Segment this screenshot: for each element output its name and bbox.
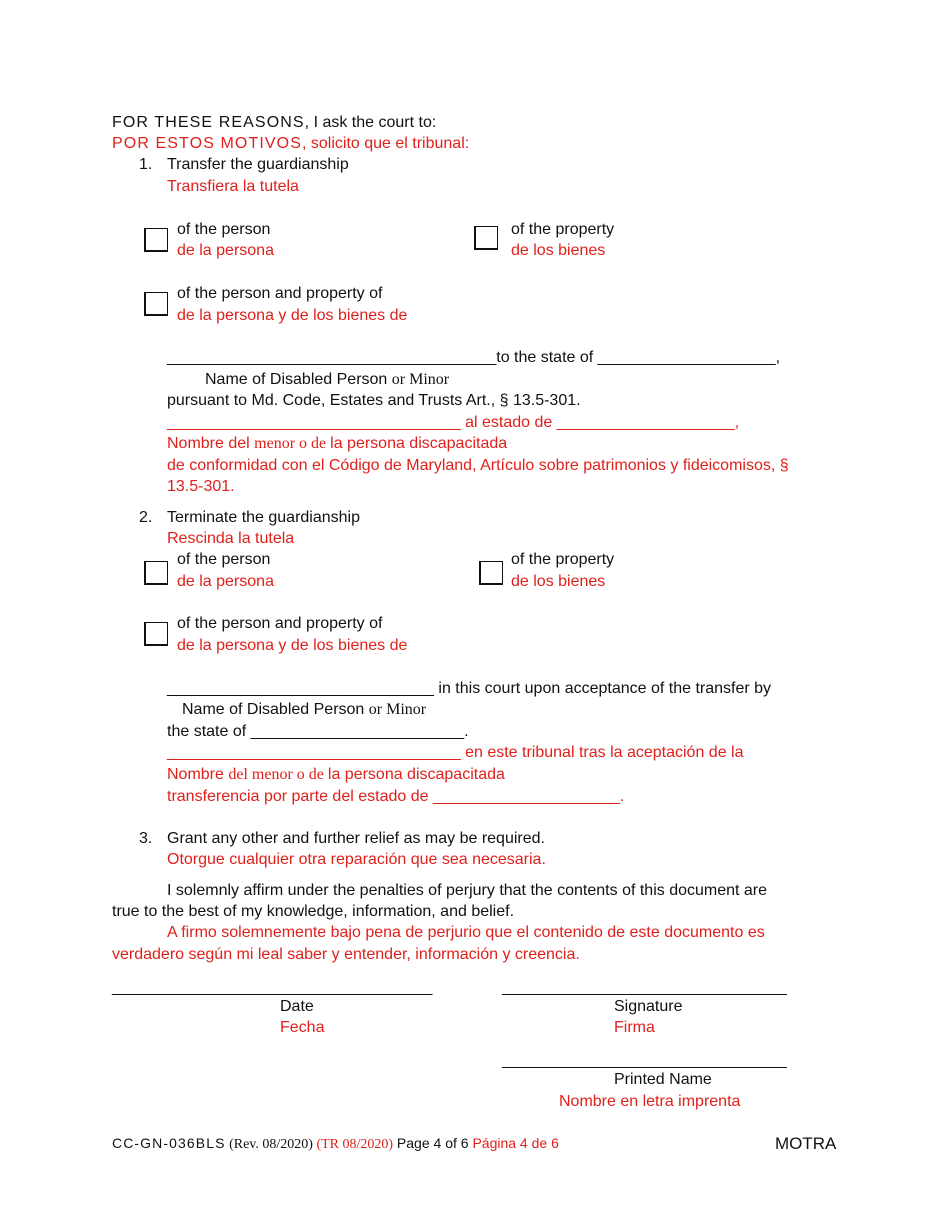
item1-number: 1.	[139, 156, 153, 173]
item1-name-state-line-english: _____________________________________to the state of ____________________,	[167, 349, 781, 366]
item1-pursuant-english: pursuant to Md. Code, Estates and Trusts Art., § 13.5-301.	[167, 392, 581, 409]
item2-name-caption-spanish	[167, 767, 505, 783]
item1-both-label-english: of the person and property of	[177, 285, 383, 302]
item1-name-caption-english	[205, 372, 449, 388]
item1-both-label-spanish: de la persona y de los bienes de	[177, 307, 408, 324]
item2-person-and-property-checkbox[interactable]	[144, 622, 168, 646]
footer-page-spanish: Página 4 de 6	[468, 1135, 559, 1151]
item3-text-english: Grant any other and further relief as may be required.	[167, 830, 545, 847]
item1-property-checkbox[interactable]	[474, 226, 498, 250]
affirmation-english-1: I solemnly affirm under the penalties of perjury that the contents of this document are	[167, 882, 768, 899]
footer-revision: (Rev. 08/2020)	[225, 1137, 313, 1152]
affirmation-spanish-2: verdadero según mi leal saber y entender, información y creencia.	[112, 946, 580, 963]
printed-name-line[interactable]: ________________________________	[502, 1052, 787, 1069]
item2-state-english: the state of ________________________.	[167, 723, 469, 740]
item1-property-label-spanish: de los bienes	[511, 242, 606, 259]
footer	[112, 1136, 559, 1152]
item1-name-state-line-spanish: _________________________________ al estado de ____________________,	[167, 414, 740, 431]
intro-english-emphasis: FOR THESE REASONS	[112, 114, 305, 131]
footer-form-code: MOTRA	[775, 1134, 837, 1153]
item2-both-label-english: of the person and property of	[177, 615, 383, 632]
item2-name-caption-english	[182, 702, 426, 718]
item2-property-checkbox[interactable]	[479, 561, 503, 585]
affirmation-english-2: true to the best of my knowledge, information, and belief.	[112, 903, 515, 920]
item1-name-caption-spanish-a: Nombre del	[167, 435, 255, 452]
item1-person-label-spanish: de la persona	[177, 242, 274, 259]
item2-person-checkbox[interactable]	[144, 561, 168, 585]
footer-translation-revision: (TR 08/2020)	[312, 1137, 394, 1152]
item1-title-english: Transfer the guardianship	[167, 156, 349, 173]
item1-property-label-english: of the property	[511, 221, 615, 238]
item3-number: 3.	[139, 830, 153, 847]
intro-spanish-rest: , solicito que el tribunal:	[302, 135, 470, 152]
printed-name-label-spanish: Nombre en letra imprenta	[559, 1093, 741, 1110]
intro-english	[112, 115, 436, 131]
item2-name-caption-spanish-a: Nombre	[167, 766, 229, 783]
footer-page-english: Page 4 of 6	[393, 1135, 469, 1151]
date-label-spanish: Fecha	[280, 1019, 325, 1036]
item2-both-label-spanish: de la persona y de los bienes de	[177, 637, 408, 654]
item2-person-label-english: of the person	[177, 551, 271, 568]
item2-title-spanish: Rescinda la tutela	[167, 530, 295, 547]
item2-title-english: Terminate the guardianship	[167, 509, 361, 526]
item1-name-caption-spanish-c: la persona discapacitada	[330, 435, 508, 452]
item1-person-checkbox[interactable]	[144, 228, 168, 252]
item1-name-caption-spanish-b: menor o de	[254, 435, 331, 452]
item3-text-spanish: Otorgue cualquier otra reparación que sea necesaria.	[167, 851, 546, 868]
item2-name-caption-spanish-c: la persona discapacitada	[327, 766, 505, 783]
intro-spanish-emphasis: POR ESTOS MOTIVOS	[112, 135, 302, 152]
item2-person-label-spanish: de la persona	[177, 573, 274, 590]
intro-english-rest: , I ask the court to:	[304, 114, 437, 131]
date-label-english: Date	[280, 998, 314, 1015]
item2-name-caption-english-a: Name of Disabled Person	[182, 701, 369, 718]
item2-name-caption-english-b: or Minor	[368, 701, 427, 718]
item1-person-label-english: of the person	[177, 221, 271, 238]
item1-conformity-spanish-2: 13.5-301.	[167, 478, 235, 495]
item2-name-caption-spanish-b: del menor o de	[228, 766, 328, 783]
item2-name-line-english: ______________________________ in this court upon acceptance of the transfer by	[167, 680, 772, 697]
item1-person-and-property-checkbox[interactable]	[144, 292, 168, 316]
item1-name-caption-english-b: or Minor	[391, 371, 450, 388]
item2-name-line-spanish: _________________________________ en este tribunal tras la aceptación de la	[167, 744, 744, 761]
intro-spanish	[112, 136, 469, 152]
item2-property-label-spanish: de los bienes	[511, 573, 606, 590]
item1-conformity-spanish-1: de conformidad con el Código de Maryland, Artículo sobre patrimonios y fideicomisos, §	[167, 457, 789, 474]
date-line[interactable]: ____________________________________	[112, 979, 433, 996]
item1-name-caption-spanish	[167, 436, 507, 452]
item1-title-spanish: Transfiera la tutela	[167, 178, 299, 195]
signature-label-spanish: Firma	[614, 1019, 655, 1036]
signature-label-english: Signature	[614, 998, 683, 1015]
affirmation-spanish-1: A firmo solemnemente bajo pena de perjurio que el contenido de este documento es	[167, 924, 765, 941]
item2-transfer-spanish: transferencia por parte del estado de _____________________.	[167, 788, 625, 805]
signature-line[interactable]: ________________________________	[502, 979, 787, 996]
item2-number: 2.	[139, 509, 153, 526]
footer-form-id: CC-GN-036BLS	[112, 1135, 226, 1151]
printed-name-label-english: Printed Name	[614, 1071, 712, 1088]
item1-name-caption-english-a: Name of Disabled Person	[205, 371, 392, 388]
item2-property-label-english: of the property	[511, 551, 615, 568]
